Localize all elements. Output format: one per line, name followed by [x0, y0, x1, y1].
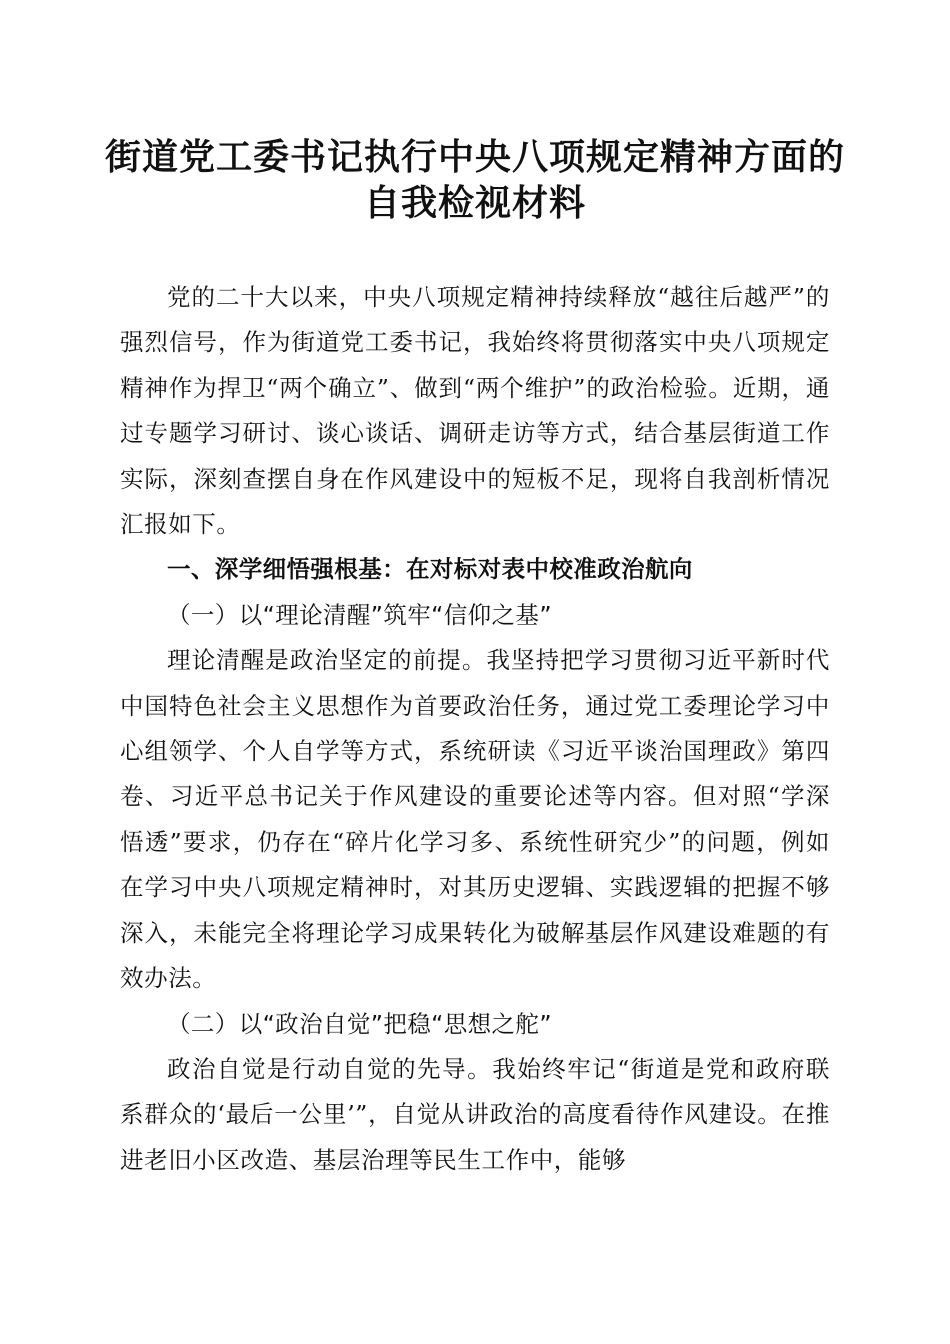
- intro-paragraph: 党的二十大以来，中央八项规定精神持续释放“越往后越严”的强烈信号，作为街道党工委书记，我始终将贯彻落实中央八项规定精神作为捍卫“两个确立”、做到“两个维护”的政治检验。近期，通过专题学习研讨、谈心谈话、调研走访等方式，结合基层街道工作实际，深刻查摆自身在作风建设中的短板不足，现将自我剖析情况汇报如下。: [120, 283, 830, 539]
- title-line-2: 自我检视材料: [363, 182, 586, 224]
- section-heading-1: 一、深学细悟强根基：在对标对表中校准政治航向: [167, 555, 693, 584]
- document-body: [120, 275, 830, 1183]
- document-title: [100, 134, 850, 226]
- title-line-1: 街道党工委书记执行中央八项规定精神方面的: [104, 136, 845, 178]
- subsection-heading-1: （一）以“理论清醒”筑牢“信仰之基”: [167, 600, 552, 629]
- body-paragraph-2: 政治自觉是行动自觉的先导。我始终牢记“街道是党和政府联系群众的‘最后一公里’”，自觉从讲政治的高度看待作风建设。在推进老旧小区改造、基层治理等民生工作中，能够: [120, 1054, 830, 1174]
- body-paragraph-1: 理论清醒是政治坚定的前提。我坚持把学习贯彻习近平新时代中国特色社会主义思想作为首要政治任务，通过党工委理论学习中心组领学、个人自学等方式，系统研读《习近平谈治国理政》第四卷、习近平总书记关于作风建设的重要论述等内容。但对照“学深悟透”要求，仍存在“碎片化学习多、系统性研究少”的问题，例如在学习中央八项规定精神时，对其历史逻辑、实践逻辑的把握不够深入，未能完全将理论学习成果转化为破解基层作风建设难题的有效办法。: [120, 646, 830, 993]
- subsection-heading-2: （二）以“政治自觉”把稳“思想之舵”: [167, 1009, 552, 1038]
